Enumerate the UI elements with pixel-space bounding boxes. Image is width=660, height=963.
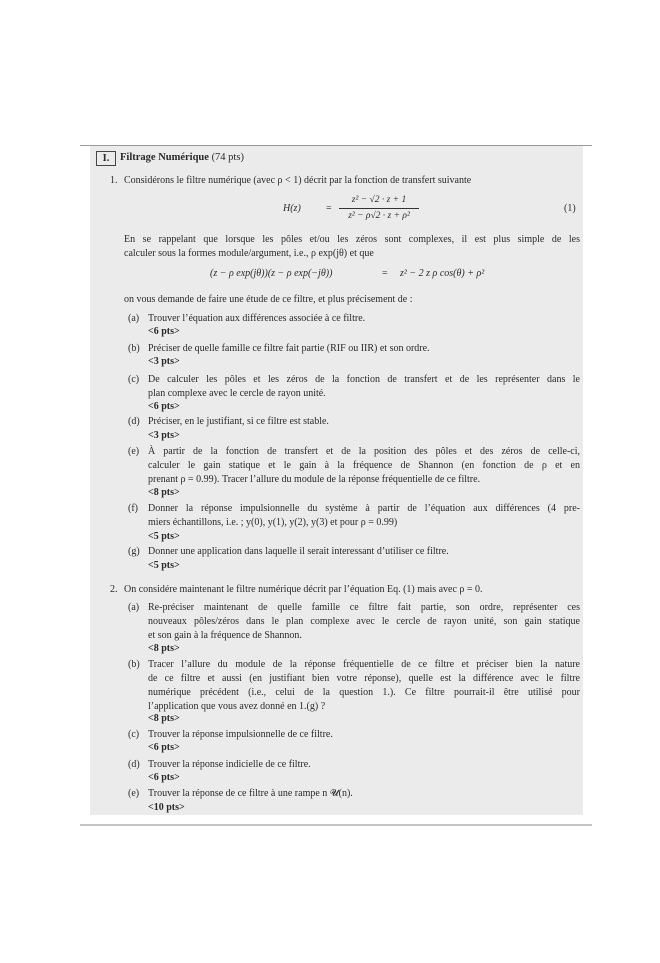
q1-item-g-label: (g)	[128, 546, 140, 557]
q2-item-c-label: (c)	[128, 729, 140, 740]
q2-item-e-line: Trouver la réponse de ce filtre à une rampe n 𝓤(n).	[148, 788, 353, 799]
eq1-fraction	[339, 194, 419, 223]
q2-item-d-points: <6 pts>	[148, 772, 180, 783]
q1-item-a-points: <6 pts>	[148, 326, 180, 337]
q1-item-d-line: Préciser, en le justifiant, si ce filtre est stable.	[148, 416, 329, 427]
q2-item-a-line-3: et son gain à la fréquence de Shannon.	[148, 630, 302, 641]
q1-item-a-label: (a)	[128, 313, 140, 324]
q1-intro: Considérons le filtre numérique (avec ρ < 1) décrit par la fonction de transfert suivante	[124, 175, 472, 186]
eq1-denominator: z² − ρ√2 · z + ρ²	[348, 211, 410, 221]
q2-item-c-points: <6 pts>	[148, 742, 180, 753]
q1-item-f-label: (f)	[128, 503, 138, 514]
q2-item-a-label: (a)	[128, 602, 140, 613]
q1-item-b-label: (b)	[128, 343, 140, 354]
eq2-equals: =	[382, 268, 388, 279]
q1-item-b-line: Préciser de quelle famille ce filtre fait partie (RIF ou IIR) et son ordre.	[148, 343, 430, 354]
q1-item-e-label: (e)	[128, 446, 140, 457]
q2-item-b-line-3: numérique précédent (i.e., celui de la question 1.). Ce filtre pourrait-il être utilisé pour	[148, 687, 580, 698]
q1-item-e-line-2: calculer le gain statique et le gain à la fréquence de Shannon (en fonction de ρ et en	[148, 460, 580, 471]
q2-item-b-label: (b)	[128, 659, 140, 670]
eq2-rhs: z² − 2 z ρ cos(θ) + ρ²	[400, 268, 485, 279]
q2-item-a-line-1: Re-préciser maintenant de quelle famille ce filtre fait partie, son ordre, représenter ces	[148, 602, 580, 613]
q1-item-f-line-1: Donner la réponse impulsionnelle du système à partir de l’équation aux différences (4 pre-	[148, 503, 580, 514]
q1-item-e-line-3: prenant ρ = 0.99). Tracer l’allure du module de la réponse fréquentielle de ce filtre.	[148, 474, 481, 485]
q1-item-a-line: Trouver l’équation aux différences associée à ce filtre.	[148, 313, 366, 324]
fraction-bar	[339, 208, 419, 209]
eq2-lhs: (z − ρ exp(jθ))(z − ρ exp(−jθ))	[210, 268, 333, 279]
q2-item-b-line-1: Tracer l’allure du module de la réponse fréquentielle de ce filtre et préciser bien la nature	[148, 659, 580, 670]
q1-item-g-line: Donner une application dans laquelle il serait interessant d’utiliser ce filtre.	[148, 546, 449, 557]
q1-item-c-line-1: De calculer les pôles et les zéros de la fonction de transfert et de les représenter dans le	[148, 374, 580, 385]
q2-item-a-points: <8 pts>	[148, 643, 180, 654]
bottom-rule	[80, 824, 592, 826]
section-points: (74 pts)	[211, 152, 244, 163]
eq1-tag: (1)	[564, 203, 576, 214]
q2-item-d-line: Trouver la réponse indicielle de ce filtre.	[148, 759, 311, 770]
q2-intro: On considére maintenant le filtre numérique décrit par l’équation Eq. (1) mais avec ρ = 0.	[124, 584, 483, 595]
q1-item-e-line-1: À partir de la fonction de transfert et de la position des pôles et des zéros de celle-ci,	[148, 446, 580, 457]
eq1-numerator: z² − √2 · z + 1	[351, 195, 407, 205]
q1-item-e-points: <8 pts>	[148, 487, 180, 498]
q1-item-c-label: (c)	[128, 374, 140, 385]
eq1-equals: =	[326, 203, 332, 214]
q2-item-e-label: (e)	[128, 788, 140, 799]
q2-item-b-line-4: l’application que vous avez donné en 1.(g) ?	[148, 701, 326, 712]
q1-item-c-line-2: plan complexe avec le cercle de rayon unité.	[148, 388, 326, 399]
q1-item-d-label: (d)	[128, 416, 140, 427]
q2-item-e-points: <10 pts>	[148, 802, 185, 813]
section-number: I.	[96, 151, 116, 166]
recall-line-2: calculer sous la formes module/argument, i.e., ρ exp(jθ) et que	[124, 248, 374, 259]
q2-item-b-line-2: de ce filtre et aussi (en justifiant bien votre réponse), quelle est la différence avec le filtre	[148, 673, 580, 684]
recall-line-1: En se rappelant que lorsque les pôles et/ou les zéros sont complexes, il est plus simple de les	[124, 234, 580, 245]
q1-item-g-points: <5 pts>	[148, 560, 180, 571]
section-title: Filtrage Numérique	[120, 152, 209, 163]
q1-item-f-line-2: miers échantillons, i.e. ; y(0), y(1), y(2), y(3) et pour ρ = 0.99)	[148, 517, 398, 528]
q2-item-b-points: <8 pts>	[148, 713, 180, 724]
q1-item-f-points: <5 pts>	[148, 531, 180, 542]
section-heading	[120, 151, 244, 164]
q2-item-a-line-2: nouveaux pôles/zéros dans le plan complexe avec le cercle de rayon unité, son gain statique	[148, 616, 580, 627]
q2-number: 2.	[110, 584, 118, 595]
q1-item-d-points: <3 pts>	[148, 430, 180, 441]
q2-item-c-line: Trouver la réponse impulsionnelle de ce filtre.	[148, 729, 333, 740]
q2-item-d-label: (d)	[128, 759, 140, 770]
q1-ask: on vous demande de faire une étude de ce filtre, et plus précisement de :	[124, 294, 413, 305]
q1-item-c-points: <6 pts>	[148, 401, 180, 412]
q1-number: 1.	[110, 175, 118, 186]
q1-item-b-points: <3 pts>	[148, 356, 180, 367]
eq1-lhs: H(z)	[283, 203, 301, 214]
